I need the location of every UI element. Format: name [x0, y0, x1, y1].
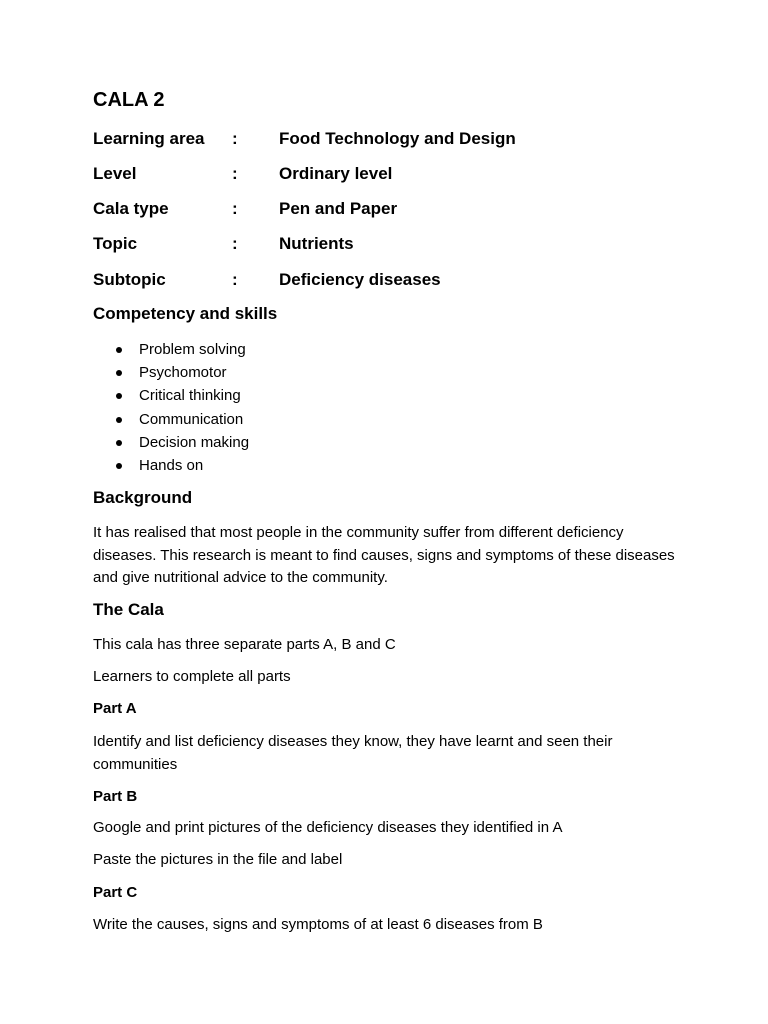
- list-item: [93, 431, 249, 454]
- part-a-label: Part A: [93, 700, 137, 717]
- list-item-label: Decision making: [139, 433, 250, 451]
- cala-intro-line: This cala has three separate parts A, B and C: [93, 636, 396, 653]
- list-item: [93, 454, 249, 477]
- field-label: Learning area: [93, 129, 205, 148]
- list-item: [93, 408, 249, 431]
- field-value: Pen and Paper: [279, 199, 398, 218]
- part-b-label: Part B: [93, 788, 138, 805]
- bullet-icon: [116, 370, 122, 376]
- part-b-line-1: Google and print pictures of the deficiency diseases they identified in A: [93, 819, 563, 836]
- bullet-icon: [116, 393, 122, 399]
- part-a-text: Identify and list deficiency diseases they know, they have learnt and seen their communities: [93, 733, 613, 773]
- field-label: Topic: [93, 234, 138, 253]
- list-item-label: Hands on: [139, 456, 204, 474]
- field-colon: :: [232, 129, 238, 148]
- part-c-text: Write the causes, signs and symptoms of at least 6 diseases from B: [93, 916, 543, 933]
- field-label: Level: [93, 164, 137, 183]
- cala-heading: The Cala: [93, 600, 164, 619]
- list-item: [93, 361, 249, 384]
- part-c-label: Part C: [93, 884, 138, 901]
- bullet-icon: [116, 463, 122, 469]
- background-paragraph: It has realised that most people in the community suffer from different deficiency diseases. This research is meant to find causes, signs and symptoms of these diseases and give nutritional advice to the community.: [93, 524, 675, 586]
- field-colon: :: [232, 270, 238, 289]
- bullet-icon: [116, 440, 122, 446]
- list-item-label: Problem solving: [139, 341, 246, 358]
- list-item: [93, 338, 249, 361]
- bullet-icon: [116, 347, 122, 353]
- field-colon: :: [232, 199, 238, 218]
- field-colon: :: [232, 234, 238, 253]
- list-item-label: Communication: [139, 410, 244, 428]
- background-heading: Background: [93, 488, 193, 507]
- field-label: Cala type: [93, 199, 169, 218]
- document-title: CALA 2: [93, 89, 165, 111]
- list-item-label: Psychomotor: [139, 364, 227, 382]
- part-b-line-2: Paste the pictures in the file and label: [93, 851, 343, 868]
- list-item: [93, 384, 249, 407]
- field-value: Nutrients: [279, 234, 354, 253]
- cala-instruction-line: Learners to complete all parts: [93, 668, 291, 685]
- field-value: Deficiency diseases: [279, 270, 441, 289]
- bullet-icon: [116, 417, 122, 423]
- competency-heading: Competency and skills: [93, 304, 278, 323]
- list-item-label: Critical thinking: [139, 387, 241, 405]
- competency-list: [93, 338, 249, 477]
- field-value: Food Technology and Design: [279, 129, 516, 148]
- field-value: Ordinary level: [279, 164, 393, 183]
- field-label: Subtopic: [93, 270, 166, 289]
- field-colon: :: [232, 164, 238, 183]
